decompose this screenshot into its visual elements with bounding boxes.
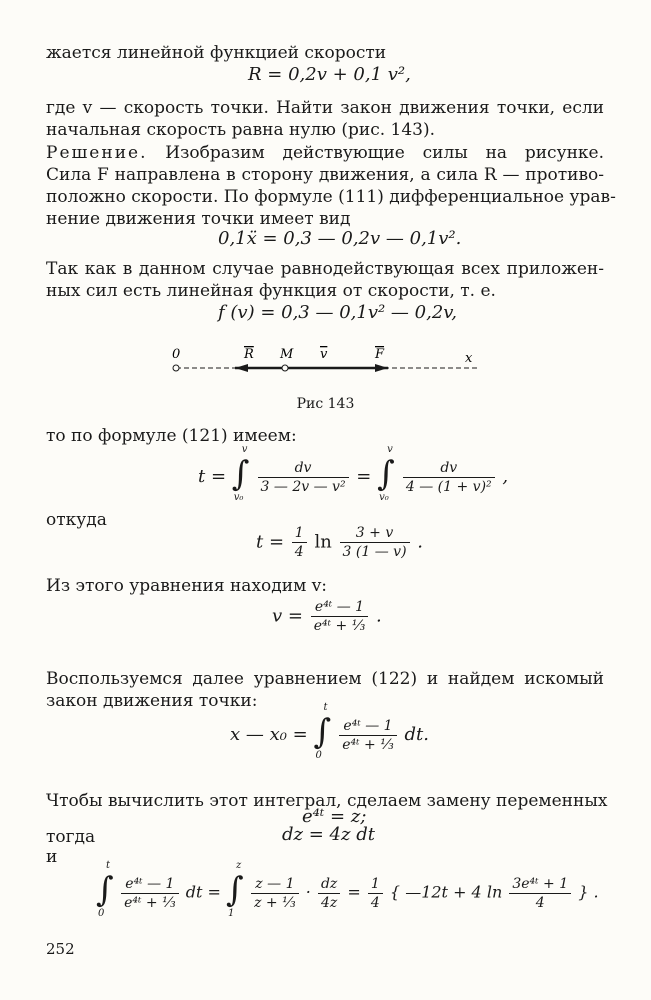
formula-dz: dz = 4z dt [282,824,375,845]
formula-integral-t [198,444,509,503]
formula-t-ln [256,524,423,561]
text-line: Воспользуемся далее уравнением (122) и найдем искомый [46,669,604,689]
text-line: Из этого уравнения находим v: [46,576,328,596]
fraction: $\frac{3 + v}{3 (1 — v)}$ [340,524,410,561]
text-line: Сила F направлена в сторону движения, а сила R — противо- [46,165,604,185]
formula-substitution: e⁴ᵗ = z; [302,806,367,827]
text-line: и [46,847,58,867]
formula-f-of-v: f (v) = 0,3 — 0,1v² — 0,2v, [218,302,458,323]
equals: = [356,466,372,487]
fraction: $\frac{1}{4}$ [368,875,383,912]
text-line: то по формуле (121) имеем: [46,426,297,446]
brace-close: } . [578,882,599,902]
fraction: $\frac{dv}{\text{3 — 2v — v²}}$ [258,459,349,496]
figure-caption: Рис 143 [296,396,355,412]
f6-lhs: v = [272,605,303,627]
formula-x [230,702,430,761]
text-line: положно скорости. По формуле (111) дифференциальное урав- [46,187,616,207]
text-line: закон движения точки: [46,691,258,711]
dot: · [305,882,311,902]
fraction: $\frac{\text{e⁴ᵗ — 1}}{\text{e⁴ᵗ + ⅓}}$ [121,875,179,912]
text-line: ных сил есть линейная функция от скорости, т. е. [46,281,496,301]
fraction: $\frac{dv}{\text{4 — (1 + v)²}}$ [403,459,495,496]
formula-ode: 0,1ẍ = 0,3 — 0,2v — 0,1v². [218,228,462,249]
solution-line [46,142,604,164]
brace-expression: { —12t + 4 ln [389,882,503,902]
solution-heading: Решение. [46,143,148,163]
page-number: 252 [46,940,75,958]
fraction: $\frac{z — 1}{\text{z + ⅓}}$ [251,875,299,912]
fraction: $\frac{\text{e⁴ᵗ — 1}}{\text{e⁴ᵗ + ⅓}}$ [339,717,397,754]
label-v: v [320,347,328,362]
text-line: тогда [46,827,96,847]
label-origin: 0 [172,347,181,362]
formula-final [96,860,599,919]
punct: , [502,466,509,487]
punct: . [376,605,382,627]
text-line: Чтобы вычислить этот интеграл, сделаем замену переменных [46,791,608,811]
f5-lhs: t = [256,531,285,553]
fraction: $\frac{1}{4}$ [292,524,307,561]
label-f: F [375,347,385,362]
text-line: жается линейной функцией скорости [46,43,387,63]
integral-sign: ∫ v v₀ [231,444,250,503]
fraction: $\frac{dz}{4z}$ [318,875,340,912]
text-span: Изобразим действующие силы на рисунке. [165,143,605,163]
f7-lhs: x — x₀ = [230,724,308,745]
fraction: $\frac{\text{3e⁴ᵗ + 1}}{4}$ [509,875,571,912]
integral-sign: ∫ z 1 [226,860,244,919]
integral-sign: ∫ v v₀ [377,444,395,503]
force-arrowhead [375,364,388,372]
resistance-arrowhead [235,364,248,372]
integral-sign: ∫ t 0 [96,860,114,919]
formula-resistance: R = 0,2v + 0,1 v², [248,64,411,85]
integral-sign: ∫ t 0 [313,702,332,761]
punct: dt. [404,724,430,745]
equals: = [347,882,361,902]
text-line: откуда [46,510,107,530]
label-r: R [244,347,254,362]
text-line: где v — скорость точки. Найти закон движения точки, если [46,98,604,118]
f4-lhs: t = [198,466,227,487]
origin-point [173,365,179,371]
text-line: начальная скорость равна нулю (рис. 143). [46,120,436,140]
point-m [282,365,288,371]
label-x: x [465,351,473,366]
dt-equals: dt = [185,882,221,902]
label-m: M [280,347,294,362]
fraction: $\frac{\text{e⁴ᵗ — 1}}{\text{e⁴ᵗ + ⅓}}$ [311,598,369,635]
text-line: нение движения точки имеет вид [46,209,351,229]
formula-v [272,598,382,635]
punct: . [417,531,423,553]
ln: ln [314,531,332,553]
text-line: Так как в данном случае равнодействующая всех приложен- [46,259,604,279]
force-diagram [160,340,490,380]
